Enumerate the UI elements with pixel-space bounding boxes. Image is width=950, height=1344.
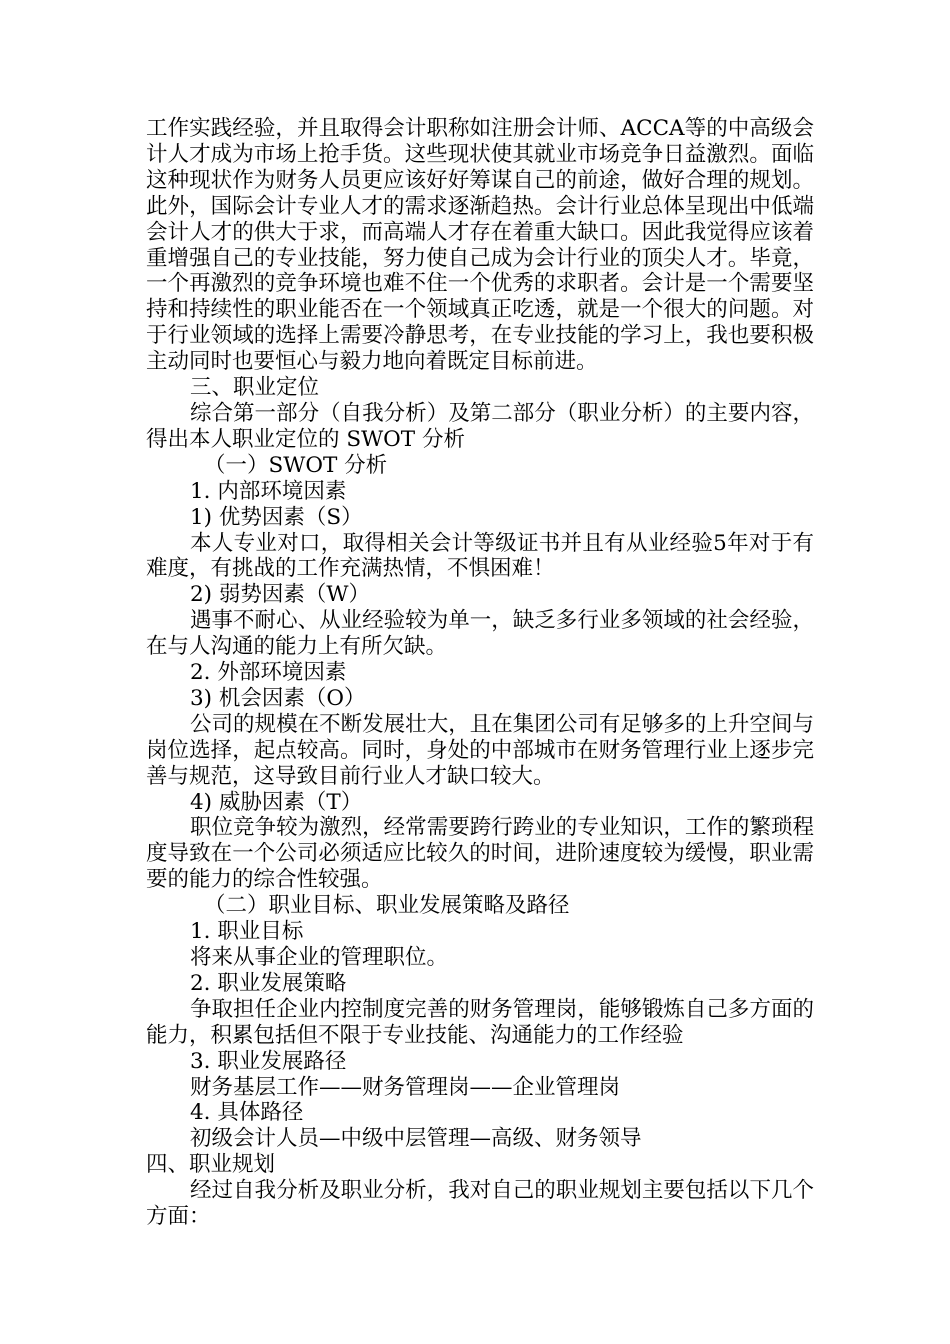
- paragraph-development-path: 财务基层工作——财务管理岗——企业管理岗: [190, 1074, 621, 1100]
- document-body: [146, 116, 814, 1230]
- subheading-career-goals-strategy: （二）职业目标、职业发展策略及路径: [204, 893, 570, 919]
- item-career-goal: 1. 职业目标: [190, 919, 304, 945]
- item-internal-factors: 1. 内部环境因素: [190, 478, 347, 504]
- item-strengths: 1) 优势因素（S）: [190, 504, 363, 530]
- item-specific-path: 4. 具体路径: [190, 1100, 304, 1126]
- paragraph-strengths: 本人专业对口，取得相关会计等级证书并且有从业经验5年对于有难度，有挑战的工作充满热情，不惧困难！: [146, 530, 814, 582]
- paragraph-development-strategy: 争取担任企业内控制度完善的财务管理岗，能够锻炼自己多方面的能力，积累包括但不限于专业技能、沟通能力的工作经验: [146, 996, 814, 1048]
- item-threats: 4) 威胁因素（T）: [190, 789, 363, 815]
- heading-career-positioning: 三、职业定位: [190, 375, 320, 401]
- item-weaknesses: 2) 弱势因素（W）: [190, 582, 371, 608]
- paragraph-weaknesses: 遇事不耐心、从业经验较为单一，缺乏多行业多领域的社会经验，在与人沟通的能力上有所欠缺。: [146, 608, 814, 660]
- paragraph-industry-outlook: 工作实践经验，并且取得会计职称如注册会计师、ACCA等的中高级会计人才成为市场上抢手货。这些现状使其就业市场竞争日益激烈。面临这种现状作为财务人员更应该好好筹谋自己的前途，做好合理的规划。此外，国际会计专业人才的需求逐渐趋热。会计行业总体呈现出中低端会计人才的供大于求，而高端人才存在着重大缺口。因此我觉得应该着重增强自己的专业技能，努力使自己成为会计行业的顶尖人才。毕竟，一个再激烈的竞争环境也难不住一个优秀的求职者。会计是一个需要坚持和持续性的职业能否在一个领域真正吃透，就是一个很大的问题。对于行业领域的选择上需要冷静思考，在专业技能的学习上，我也要积极主动同时也要恒心与毅力地向着既定目标前进。: [146, 116, 814, 375]
- subheading-swot-analysis: （一）SWOT 分析: [204, 452, 388, 478]
- paragraph-positioning-intro: 综合第一部分（自我分析）及第二部分（职业分析）的主要内容，得出本人职业定位的 SWOT 分析: [146, 400, 814, 452]
- item-development-path: 3. 职业发展路径: [190, 1048, 347, 1074]
- paragraph-threats: 职位竞争较为激烈，经常需要跨行跨业的专业知识，工作的繁琐程度导致在一个公司必须适应比较久的时间，进阶速度较为缓慢，职业需要的能力的综合性较强。: [146, 815, 814, 893]
- paragraph-opportunities: 公司的规模在不断发展壮大，且在集团公司有足够多的上升空间与岗位选择，起点较高。同时，身处的中部城市在财务管理行业上逐步完善与规范，这导致目前行业人才缺口较大。: [146, 711, 814, 789]
- paragraph-specific-path: 初级会计人员—中级中层管理—高级、财务领导: [190, 1126, 642, 1152]
- paragraph-career-goal: 将来从事企业的管理职位。: [190, 945, 449, 970]
- item-opportunities: 3) 机会因素（O）: [190, 685, 366, 711]
- paragraph-planning-intro: 经过自我分析及职业分析，我对自己的职业规划主要包括以下几个方面：: [146, 1178, 814, 1230]
- heading-career-planning: 四、职业规划: [146, 1152, 276, 1178]
- item-external-factors: 2. 外部环境因素: [190, 660, 347, 686]
- item-development-strategy: 2. 职业发展策略: [190, 970, 347, 996]
